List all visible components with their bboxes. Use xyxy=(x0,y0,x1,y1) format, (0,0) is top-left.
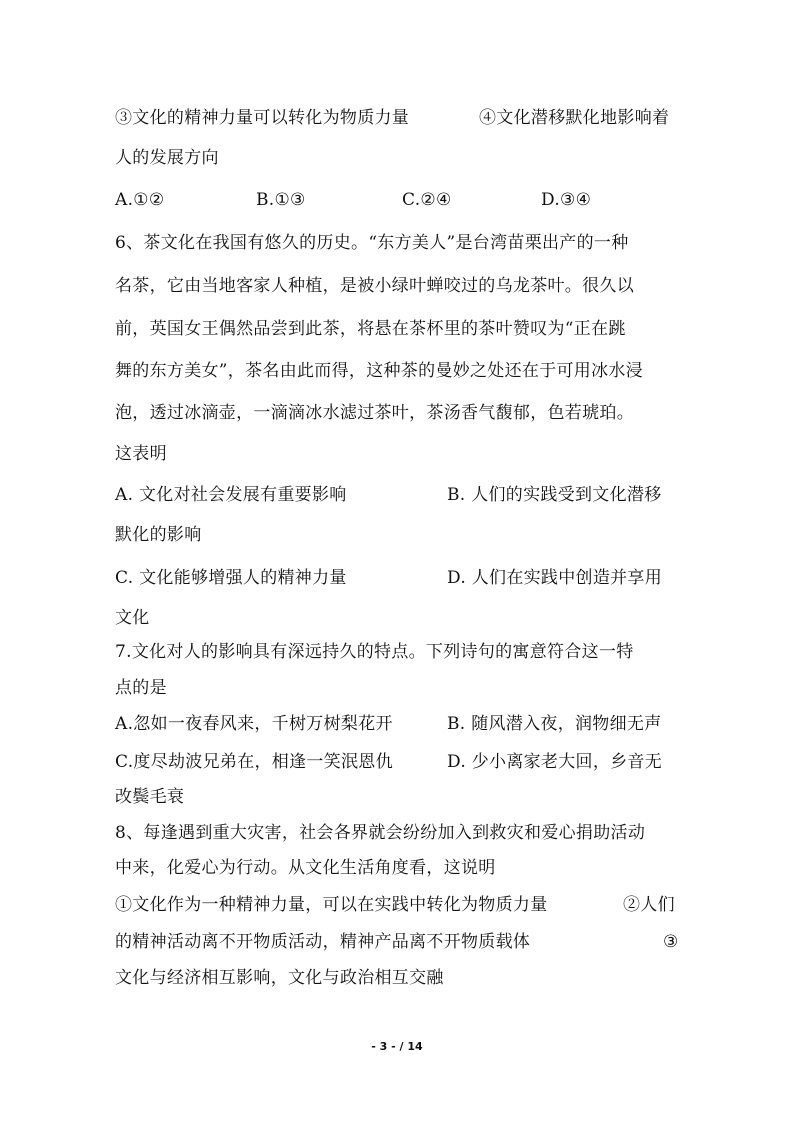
q6-options-row-1 xyxy=(115,484,662,506)
q7-option-d-cont: 改鬓毛衰 xyxy=(115,787,185,807)
q6-option-b-cont: 默化的影响 xyxy=(115,525,202,545)
q6-line-4: 舞的东方美女”，茶名由此而得，这种茶的曼妙之处还在于可用冰水浸 xyxy=(115,361,643,381)
q8-statement-2: ②人们 xyxy=(623,895,675,915)
q5-option-a: A.①② xyxy=(115,190,165,210)
q8-line-4 xyxy=(115,931,679,953)
q6-option-d: D. 人们在实践中创造并享用 xyxy=(447,568,663,588)
q5-option-b: B.①③ xyxy=(256,190,306,210)
q6-option-c: C. 文化能够增强人的精神力量 xyxy=(115,568,347,588)
q8-line-1: 8、每逢遇到重大灾害，社会各界就会纷纷加入到救灾和爱心捐助活动 xyxy=(115,823,646,843)
q6-option-a: A. 文化对社会发展有重要影响 xyxy=(115,485,347,505)
q6-options-row-2 xyxy=(115,567,663,589)
q7-option-c: C.度尽劫波兄弟在，相逢一笑泯恩仇 xyxy=(115,752,393,772)
q8-line-3 xyxy=(115,894,675,916)
q7-line-2: 点的是 xyxy=(115,678,167,698)
q8-line-2: 中来，化爱心为行动。从文化生活角度看，这说明 xyxy=(115,858,496,878)
q8-statement-2-cont: 的精神活动离不开物质活动，精神产品离不开物质载体 xyxy=(115,932,531,952)
q6-line-5: 泡，透过冰滴壶，一滴滴冰水滤过茶叶，茶汤香气馥郁，色若琥珀。 xyxy=(115,403,634,423)
q6-line-6: 这表明 xyxy=(115,444,167,464)
q5-line-2: 人的发展方向 xyxy=(115,148,219,168)
q5-option-c: C.②④ xyxy=(402,190,452,210)
q7-option-b: B. 随风潜入夜，润物细无声 xyxy=(447,714,662,734)
q8-line-5: 文化与经济相互影响，文化与政治相互交融 xyxy=(115,968,444,988)
q7-option-d: D. 少小离家老大回，乡音无 xyxy=(447,752,663,772)
q6-option-b: B. 人们的实践受到文化潜移 xyxy=(447,485,662,505)
q7-line-1: 7.文化对人的影响具有深远持久的特点。下列诗句的寓意符合这一特 xyxy=(115,642,634,662)
q8-statement-3: ③ xyxy=(663,932,679,952)
q7-options-row-2 xyxy=(115,751,663,773)
q6-line-1: 6、茶文化在我国有悠久的历史。“东方美人”是台湾苗栗出产的一种 xyxy=(115,233,629,253)
q8-statement-1: ①文化作为一种精神力量，可以在实践中转化为物质力量 xyxy=(115,895,548,915)
q5-option-d: D.③④ xyxy=(541,190,592,210)
q5-statement-3: ③文化的精神力量可以转化为物质力量 xyxy=(115,108,410,128)
q6-line-2: 名茶，它由当地客家人种植，是被小绿叶蝉咬过的乌龙茶叶。很久以 xyxy=(115,276,634,296)
q5-statement-4: ④文化潜移默化地影响着 xyxy=(479,108,670,128)
q6-option-d-cont: 文化 xyxy=(115,608,150,628)
page-number: - 3 - / 14 xyxy=(371,1040,423,1053)
q6-line-3: 前，英国女王偶然品尝到此茶，将悬在茶杯里的茶叶赞叹为“正在跳 xyxy=(115,319,626,339)
q5-line-1 xyxy=(115,107,670,129)
q7-option-a: A.忽如一夜春风来，千树万树梨花开 xyxy=(115,714,393,734)
q7-options-row-1 xyxy=(115,713,662,735)
